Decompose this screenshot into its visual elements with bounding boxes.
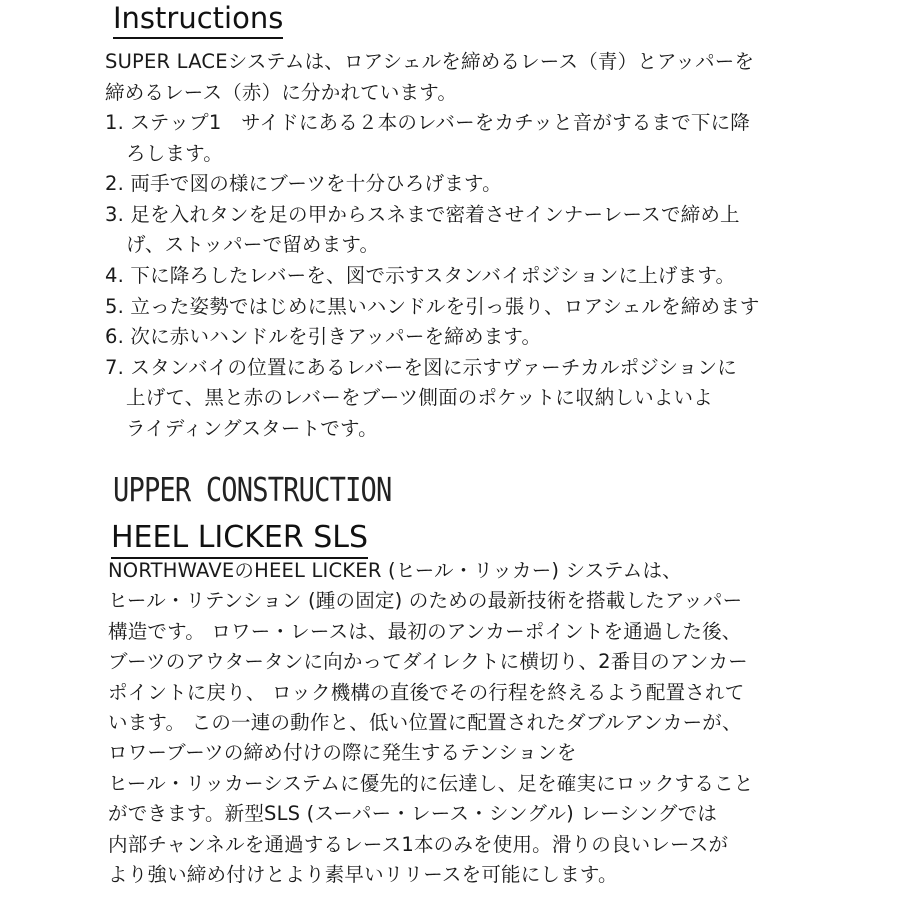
step-item xyxy=(105,108,760,169)
step-line: ライディングスタートです。 xyxy=(126,416,378,440)
instruction-steps-list xyxy=(105,108,760,445)
step-item xyxy=(105,261,760,292)
body-line: います。 この一連の動作と、低い位置に配置されたダブルアンカーが、 xyxy=(108,711,742,735)
step-line: ろします。 xyxy=(126,141,223,165)
step-line: 5. 立った姿勢ではじめに黒いハンドルを引っ張り、ロアシェルを締めます xyxy=(105,294,760,318)
step-item xyxy=(105,169,760,200)
body-line: 構造です。 ロワー・レースは、最初のアンカーポイントを通過した後、 xyxy=(108,619,742,643)
body-line: ポイントに戻り、 ロック機構の直後でその行程を終えるよう配置されて xyxy=(108,680,745,704)
step-line: 2. 両手で図の様にブーツを十分ひろげます。 xyxy=(105,172,502,196)
step-line: 7. スタンバイの位置にあるレバーを図に示すヴァーチカルポジションに xyxy=(105,355,737,379)
body-line: NORTHWAVEのHEEL LICKER (ヒール・リッカー) システムは、 xyxy=(108,559,682,582)
body-line: ヒール・リッカーシステムに優先的に伝達し、足を確実にロックすること xyxy=(108,771,754,795)
body-line: 内部チャンネルを通過するレース1本のみを使用。滑りの良いレースが xyxy=(108,832,729,856)
body-line: ブーツのアウタータンに向かってダイレクトに横切り、2番目のアンカー xyxy=(108,650,748,674)
step-line: 3. 足を入れタンを足の甲からスネまで密着させインナーレースで締め上 xyxy=(105,202,740,226)
intro-line: 締めるレース（赤）に分かれています。 xyxy=(105,80,458,104)
step-item xyxy=(105,200,760,261)
instructions-heading: Instructions xyxy=(113,0,283,39)
step-line: 4. 下に降ろしたレバーを、図で示すスタンバイポジションに上げます。 xyxy=(105,263,736,287)
step-line: げ、ストッパーで留めます。 xyxy=(126,233,380,257)
step-item xyxy=(105,353,760,445)
intro-paragraph xyxy=(105,47,754,108)
body-line: ロワーブーツの締め付けの際に発生するテンションを xyxy=(108,741,577,765)
step-line: 1. ステップ1 サイドにある２本のレバーをカチッと音がするまで下に降 xyxy=(105,111,751,134)
body-line: ができます。新型SLS (スーパー・レース・シングル) レーシングでは xyxy=(108,802,718,826)
step-line: 上げて、黒と赤のレバーをブーツ側面のポケットに収納しいよいよ xyxy=(126,386,713,410)
body-line: より強い締め付けとより素早いリリースを可能にします。 xyxy=(108,863,618,887)
step-item xyxy=(105,292,760,323)
body-line: ヒール・リテンション (踵の固定) のための最新技術を搭載したアッパー xyxy=(108,589,743,613)
step-item xyxy=(105,322,760,353)
upper-construction-heading: UPPER CONSTRUCTION xyxy=(113,470,392,509)
heel-licker-paragraph xyxy=(108,556,753,890)
heel-licker-heading: HEEL LICKER SLS xyxy=(111,520,368,559)
intro-line: SUPER LACEシステムは、ロアシェルを締めるレース（青）とアッパーを xyxy=(105,50,755,73)
step-line: 6. 次に赤いハンドルを引きアッパーを締めます。 xyxy=(105,325,542,349)
